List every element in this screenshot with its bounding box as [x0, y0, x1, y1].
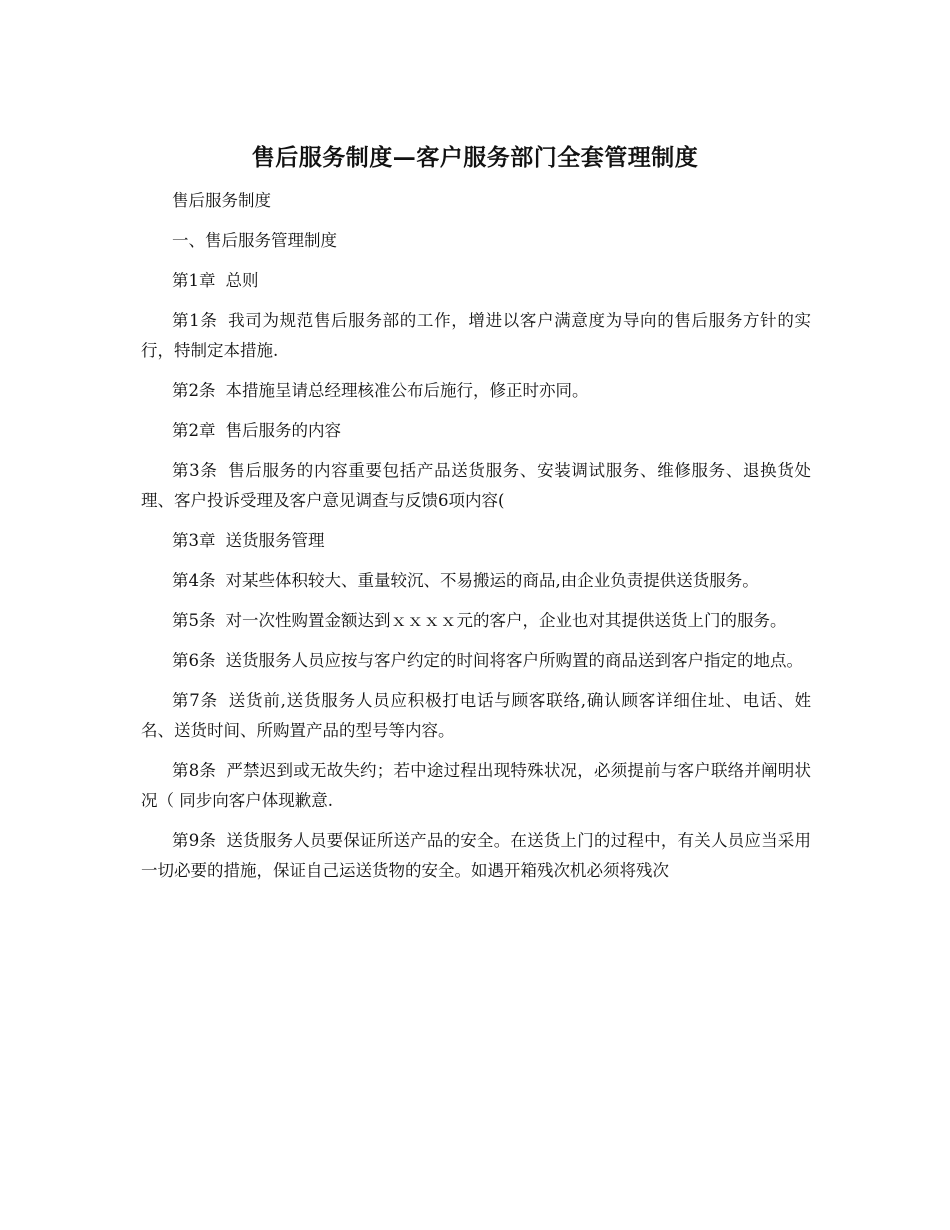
chapter-3-heading	[141, 526, 811, 556]
paragraph-1	[141, 226, 811, 256]
chapter-label: 第1章	[172, 271, 216, 290]
article-6	[141, 646, 811, 676]
article-5	[141, 606, 811, 636]
chapter-title: 售后服务的内容	[225, 421, 341, 440]
paragraph-label: 一、售后服务管理制度	[172, 231, 337, 250]
article-text: 送货服务人员应按与客户约定的时间将客户所购置的商品送到客户指定的地点。	[225, 651, 803, 670]
article-label: 第4条	[172, 571, 216, 590]
article-8	[141, 756, 811, 816]
article-4	[141, 566, 811, 596]
chapter-title: 总则	[225, 271, 259, 290]
chapter-label: 第3章	[172, 531, 216, 550]
article-9	[141, 826, 811, 886]
paragraph-label: 售后服务制度	[172, 191, 271, 210]
article-text: 本措施呈请总经理核准公布后施行，修正时亦同。	[225, 381, 589, 400]
article-text: 售后服务的内容重要包括产品送货服务、安装调试服务、维修服务、退换货处理、客户投诉受理及客户意见调查与反馈6项内容(	[141, 461, 811, 510]
article-7	[141, 686, 811, 746]
document-body	[141, 186, 811, 896]
chapter-title: 送货服务管理	[225, 531, 325, 550]
article-1	[141, 306, 811, 366]
article-text: 送货前,送货服务人员应积极打电话与顾客联络,确认顾客详细住址、电话、姓名、送货时间、所购置产品的型号等内容。	[141, 691, 811, 740]
article-text: 送货服务人员要保证所送产品的安全。在送货上门的过程中，有关人员应当采用一切必要的措施，保证自己运送货物的安全。如遇开箱残次机必须将残次	[141, 831, 812, 880]
article-text: 我司为规范售后服务部的工作，增进以客户满意度为导向的售后服务方针的实行，特制定本措施.	[141, 311, 811, 360]
article-text: 严禁迟到或无故失约；若中途过程出现特殊状况，必须提前与客户联络并阐明状况（ 同步向客户体现歉意.	[141, 761, 812, 810]
article-label: 第6条	[172, 651, 216, 670]
article-text: 对一次性购置金额达到ｘｘｘｘ元的客户，企业也对其提供送货上门的服务。	[225, 611, 787, 630]
article-text: 对某些体积较大、重量较沉、不易搬运的商品,由企业负责提供送货服务。	[225, 571, 759, 590]
chapter-label: 第2章	[172, 421, 216, 440]
article-label: 第7条	[172, 691, 218, 710]
article-label: 第1条	[172, 311, 218, 330]
article-3	[141, 456, 811, 516]
article-label: 第9条	[172, 831, 217, 850]
chapter-1-heading	[141, 266, 811, 296]
chapter-2-heading	[141, 416, 811, 446]
article-2	[141, 376, 811, 406]
paragraph-0	[141, 186, 811, 216]
article-label: 第3条	[172, 461, 218, 480]
document-title: 售后服务制度—客户服务部门全套管理制度	[251, 144, 699, 171]
article-label: 第8条	[172, 761, 217, 780]
article-label: 第2条	[172, 381, 216, 400]
article-label: 第5条	[172, 611, 216, 630]
